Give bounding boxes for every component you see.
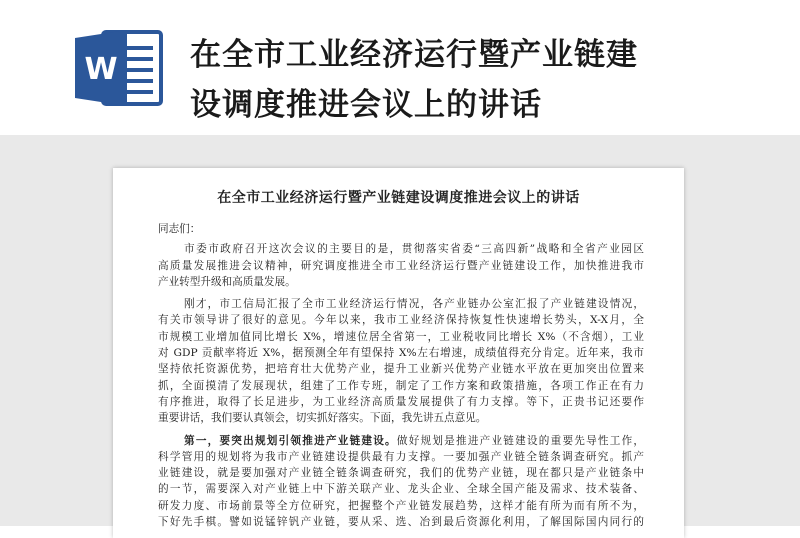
paragraph bbox=[158, 433, 644, 531]
page-title-line: 在全市工业经济运行暨产业链建 bbox=[190, 37, 638, 73]
paragraph-lead: 第一，要突出规划引领推进产业链建设。 bbox=[184, 434, 397, 447]
salutation: 同志们： bbox=[158, 223, 201, 235]
paragraph bbox=[158, 241, 644, 290]
text-line: 有序推进，取得了长足进步，为工业经济高质量发展提供了有力支撑。等下，正贵书记还要作 bbox=[158, 395, 644, 408]
page-title bbox=[190, 30, 790, 130]
page-title-line: 设调度推进会议上的讲话 bbox=[190, 87, 542, 123]
text-line: 抓，全面摸清了发展现状，组建了工作专班，制定了工作方案和政策措施，各项工作正在有力 bbox=[158, 379, 644, 392]
header-banner bbox=[0, 0, 800, 135]
document-title: 在全市工业经济运行暨产业链建设调度推进会议上的讲话 bbox=[217, 190, 580, 206]
text-line: 业链建设，就是要加强对产业链全链条调查研究，我们的优势产业链，现在都只是产业链条中 bbox=[158, 467, 644, 480]
text-line: 市规模工业增加值同比增长 X%，增速位居全省第一，工业税收同比增长 X%（不含烟），工业 bbox=[158, 330, 644, 343]
text-line: 高质量发展推进会议精神，研究调度推进全市工业经济运行暨产业链建设工作，加快推进我市 bbox=[158, 259, 644, 272]
text-line: 刚才，市工信局汇报了全市工业经济运行情况，各产业链办公室汇报了产业链建设情况， bbox=[184, 298, 644, 311]
paragraph bbox=[158, 296, 644, 426]
text-line: 有关市领导讲了很好的意见。今年以来，我市工业经济保持恢复性快速增长势头，X-X月，全 bbox=[158, 314, 644, 327]
text-line: 科学管用的规划将为我市产业链建设提供最有力支撑。一要加强产业链全链条调查研究。抓产 bbox=[158, 450, 644, 463]
text-line: 坚持依托资源优势，把培育壮大优势产业，提升工业新兴优势产业链水平放在更加突出位置来 bbox=[158, 363, 644, 376]
text-line bbox=[158, 433, 644, 449]
text-line: 产业转型升级和高质量发展。 bbox=[158, 275, 296, 288]
text-line: 市委市政府召开这次会议的主要目的是，贯彻落实省委“三高四新”战略和全省产业园区 bbox=[184, 243, 644, 256]
text-line: 下好先手棋。譬如说锰锌钒产业链，要从采、选、冶到最后资源化利用，了解国际国内同行的 bbox=[158, 516, 644, 529]
document-page bbox=[113, 168, 684, 538]
text-line: 研发力度、市场前景等全方位研究，把握整个产业链发展趋势，这样才能有所为而有所不为， bbox=[158, 499, 644, 512]
text-line: 对 GDP 贡献率将近 X%，据预测全年有望保持 X%左右增速，成绩值得充分肯定。近年来，我市 bbox=[158, 347, 644, 360]
document-body bbox=[158, 221, 644, 530]
word-icon-letter: W bbox=[84, 52, 118, 87]
word-document-icon bbox=[73, 28, 165, 108]
text-line: 的一节，需要深入对产业链上中下游关联产业、龙头企业、全球全国产能及需求、技术装备、 bbox=[158, 483, 644, 496]
text-line: 重要讲话，我们要认真领会，切实抓好落实。下面，我先讲五点意见。 bbox=[158, 412, 487, 425]
text-span: 做好规划是推进产业链建设的重要先导性工作， bbox=[396, 434, 644, 447]
